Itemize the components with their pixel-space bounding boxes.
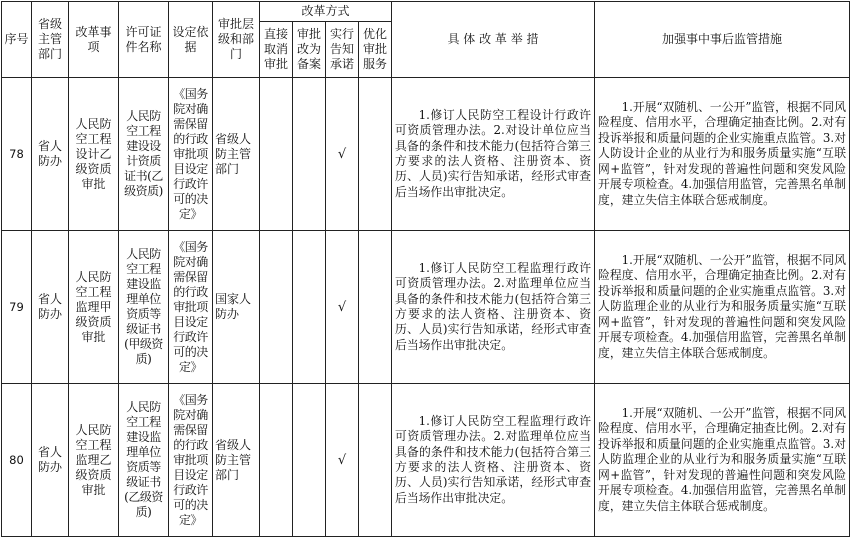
header-item: 改革事项: [69, 2, 119, 78]
supervision-text: 1.开展“双随机、一公开”监管，根据不同风险程度、信用水平，合理确定抽查比例。2.对有投诉举报和质量问题的企业实施重点监管。3.对人防监理企业的从业行为和服务质量实施“互联网+监管”，针对发现的普遍性问题和突发风险开展专项检查。4.加强信用监管，完善黑名单制度，建立失信主体联合惩戒制度。: [598, 406, 847, 513]
cell-item: 人民防空工程监理甲级资质审批: [69, 231, 119, 384]
cell-measures: [392, 384, 595, 537]
cell-filing: [293, 231, 326, 384]
cell-level: 省级人防主管部门: [213, 384, 260, 537]
cell-cancel: [260, 231, 293, 384]
cell-supervision: [595, 78, 850, 231]
cell-level: 国家人防办: [213, 231, 260, 384]
cell-commit: √: [326, 384, 359, 537]
reform-table: [1, 1, 850, 537]
cell-seq: 78: [2, 78, 32, 231]
header-supervision: 加强事中事后监管措施: [595, 2, 850, 78]
cell-item: 人民防空工程设计乙级资质审批: [69, 78, 119, 231]
cell-measures: [392, 231, 595, 384]
cell-measures: [392, 78, 595, 231]
header-basis: 设定依据: [169, 2, 213, 78]
cell-item: 人民防空工程监理乙级资质审批: [69, 384, 119, 537]
cell-commit: √: [326, 231, 359, 384]
cell-filing: [293, 78, 326, 231]
cell-seq: 79: [2, 231, 32, 384]
cell-optimize: [359, 384, 392, 537]
header-cancel: 直接取消审批: [260, 22, 293, 78]
cell-filing: [293, 384, 326, 537]
cell-basis: 《国务院对确需保留的行政审批项目设定行政许可的决定》: [169, 384, 213, 537]
header-seq: 序号: [2, 2, 32, 78]
cell-supervision: [595, 231, 850, 384]
header-optimize: 优化审批服务: [359, 22, 392, 78]
cell-dept: 省人防办: [32, 384, 69, 537]
cell-supervision: [595, 384, 850, 537]
cell-cancel: [260, 384, 293, 537]
cell-optimize: [359, 78, 392, 231]
cell-commit: √: [326, 78, 359, 231]
table-row: [2, 231, 850, 384]
cell-license: 人民防空工程建设监理单位资质等级证书(甲级资质): [119, 231, 169, 384]
header-filing: 审批改为备案: [293, 22, 326, 78]
header-reform-mode: 改革方式: [260, 2, 392, 22]
table-row: [2, 384, 850, 537]
header-license: 许可证件名称: [119, 2, 169, 78]
measures-text: 1.修订人民防空工程监理行政许可资质管理办法。2.对监理单位应当具备的条件和技术能力(包括符合第三方要求的法人资格、注册资本、资历、人员)实行告知承诺，经形式审查后当场作出审批决定。: [395, 260, 592, 352]
cell-license: 人民防空工程建设设计资质证书(乙级资质): [119, 78, 169, 231]
supervision-text: 1.开展“双随机、一公开”监管，根据不同风险程度、信用水平，合理确定抽查比例。2.对有投诉举报和质量问题的企业实施重点监管。3.对人防监理企业的从业行为和服务质量实施“互联网+监管”，针对发现的普遍性问题和突发风险开展专项检查。4.加强信用监管，完善黑名单制度，建立失信主体联合惩戒制度。: [598, 253, 847, 360]
header-commit: 实行告知承诺: [326, 22, 359, 78]
cell-cancel: [260, 78, 293, 231]
header-dept: 省级主管部门: [32, 2, 69, 78]
header-level: 审批层级和部门: [213, 2, 260, 78]
cell-basis: 《国务院对确需保留的行政审批项目设定行政许可的决定》: [169, 78, 213, 231]
header-measures: 具 体 改 革 举 措: [392, 2, 595, 78]
cell-optimize: [359, 231, 392, 384]
measures-text: 1.修订人民防空工程监理行政许可资质管理办法。2.对监理单位应当具备的条件和技术能力(包括符合第三方要求的法人资格、注册资本、资历、人员)实行告知承诺，经形式审查后当场作出审批决定。: [395, 413, 592, 505]
cell-basis: 《国务院对确需保留的行政审批项目设定行政许可的决定》: [169, 231, 213, 384]
cell-dept: 省人防办: [32, 231, 69, 384]
measures-text: 1.修订人民防空工程设计行政许可资质管理办法。2.对设计单位应当具备的条件和技术能力(包括符合第三方要求的法人资格、注册资本、资历、人员)实行告知承诺，经形式审查后当场作出审批决定。: [395, 107, 592, 199]
table-row: [2, 78, 850, 231]
supervision-text: 1.开展“双随机、一公开”监管，根据不同风险程度、信用水平，合理确定抽查比例。2.对有投诉举报和质量问题的企业实施重点监管。3.对人防设计企业的从业行为和服务质量实施“互联网+监管”，针对发现的普遍性问题和突发风险开展专项检查。4.加强信用监管，完善黑名单制度，建立失信主体联合惩戒制度。: [598, 100, 847, 207]
cell-dept: 省人防办: [32, 78, 69, 231]
cell-level: 省级人防主管部门: [213, 78, 260, 231]
cell-seq: 80: [2, 384, 32, 537]
cell-license: 人民防空工程建设监理单位资质等级证书(乙级资质): [119, 384, 169, 537]
